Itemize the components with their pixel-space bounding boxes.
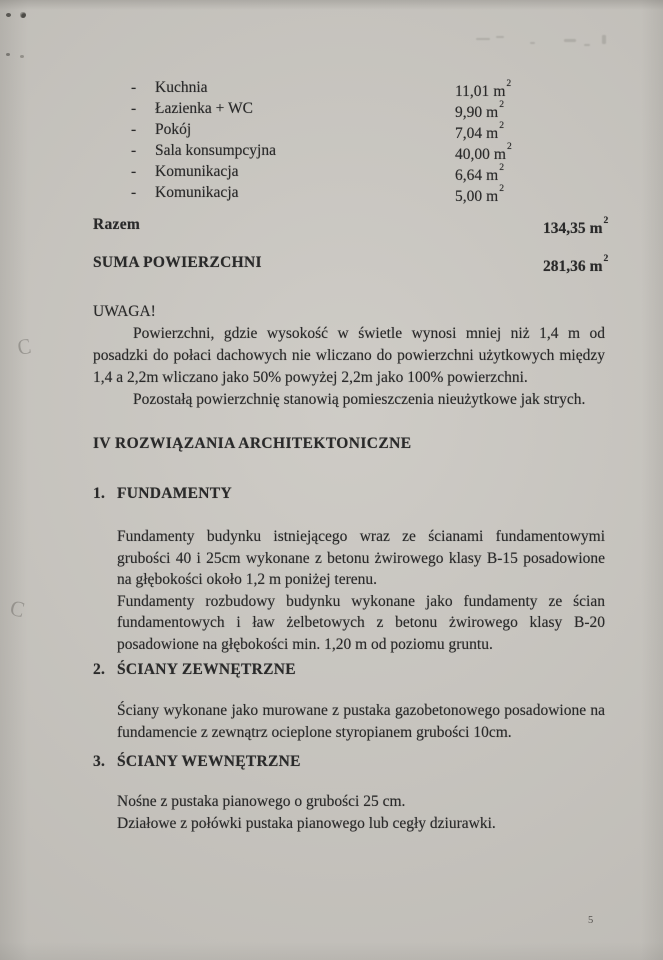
note-paragraph: Pozostałą powierzchnię stanowią pomieszczenia nieużytkowe jak strych.: [133, 391, 586, 408]
subsection-heading-fundamenty: [93, 485, 232, 503]
body-paragraph: Działowe z połówki pustaka pianowego lub cegły dziurawki.: [117, 815, 496, 833]
subsection-heading-sciany-zewnetrzne: [93, 661, 296, 679]
body-paragraph: Ściany wykonane jako murowane z pustaka gazobetonowego posadowione na fundamencie z zewnątrz ocieplone styropianem grubości 10cm.: [117, 702, 605, 741]
room-label: Komunikacja: [155, 163, 239, 180]
scan-speck: [20, 12, 26, 18]
list-item: [0, 119, 663, 143]
note-title: UWAGA!: [93, 303, 156, 320]
body-paragraph: Fundamenty budynku istniejącego wraz ze ścianami fundamentowymi grubości 40 i 25cm wykonane z betonu żwirowego klasy B-15 posadowione na głębokości około 1,2 m poniżej terenu.: [117, 528, 605, 589]
list-bullet: -: [131, 163, 137, 180]
room-area: 9,90 $m^2$: [455, 98, 504, 122]
body-paragraph: Fundamenty rozbudowy budynku wykonane jako fundamenty ze ścian fundamentowych i ław żelbetowych z betonu żwirowego klasy B-20 posadowione na głębokości min. 1,20 m od poziomu gruntu.: [117, 592, 605, 653]
list-bullet: -: [131, 79, 137, 96]
subsection-body-sciany-zewnetrzne: [117, 700, 605, 743]
note-block: [93, 301, 605, 411]
subsection-number: 2.: [93, 661, 106, 678]
room-label: Komunikacja: [155, 184, 239, 201]
room-label: Kuchnia: [155, 79, 208, 96]
page-number: 5: [588, 915, 594, 926]
suma-label: SUMA POWIERZCHNI: [93, 254, 262, 271]
faded-stamp-smudge: [472, 32, 622, 54]
section-title: IV ROZWIĄZANIA ARCHITEKTONICZNE: [93, 435, 412, 452]
suma-value: 281,36 $m^2$: [543, 252, 609, 276]
subsection-title: ŚCIANY WEWNĘTRZNE: [117, 753, 301, 770]
razem-value: 134,35 $m^2$: [543, 214, 609, 238]
razem-row: [93, 214, 613, 236]
hole-punch-mark: C: [15, 333, 33, 360]
room-label: Sala konsumpcyjna: [155, 142, 276, 159]
subsection-heading-sciany-wewnetrzne: [93, 753, 301, 771]
suma-row: [93, 252, 613, 274]
subsection-body-sciany-wewnetrzne: [117, 791, 605, 836]
scan-speck: [20, 55, 24, 58]
list-item: [0, 140, 663, 164]
subsection-body-fundamenty: [117, 526, 605, 656]
list-item: [0, 98, 663, 122]
hole-punch-mark: C: [7, 594, 28, 623]
room-label: Łazienka + WC: [155, 100, 253, 117]
list-bullet: -: [131, 121, 137, 138]
room-area: 6,64 $m^2$: [455, 161, 504, 185]
list-item: [0, 77, 663, 101]
room-area: 40,00 $m^2$: [455, 140, 512, 164]
scan-speck: [6, 53, 10, 56]
scan-speck: [6, 13, 11, 17]
subsection-title: ŚCIANY ZEWNĘTRZNE: [117, 661, 296, 678]
list-bullet: -: [131, 142, 137, 159]
razem-label: Razem: [93, 216, 141, 233]
list-item: [0, 182, 663, 206]
note-paragraph: Powierzchni, gdzie wysokość w świetle wynosi mniej niż 1,4 m od posadzki do połaci dachowych nie wliczano do powierzchni użytkowych między 1,4 a 2,2m wliczano jako 50% powyżej 2,2m jako 100% powierzchni.: [93, 325, 605, 386]
list-bullet: -: [131, 100, 137, 117]
room-area: 7,04 $m^2$: [455, 119, 504, 143]
subsection-number: 1.: [93, 485, 106, 502]
subsection-number: 3.: [93, 753, 106, 770]
list-item: [0, 161, 663, 185]
room-area: 5,00 $m^2$: [455, 182, 504, 206]
room-label: Pokój: [155, 121, 192, 138]
subsection-title: FUNDAMENTY: [117, 485, 232, 502]
list-bullet: -: [131, 184, 137, 201]
room-area: 11,01 $m^2$: [455, 77, 512, 101]
body-paragraph: Nośne z pustaka pianowego o grubości 25 cm.: [117, 793, 406, 810]
